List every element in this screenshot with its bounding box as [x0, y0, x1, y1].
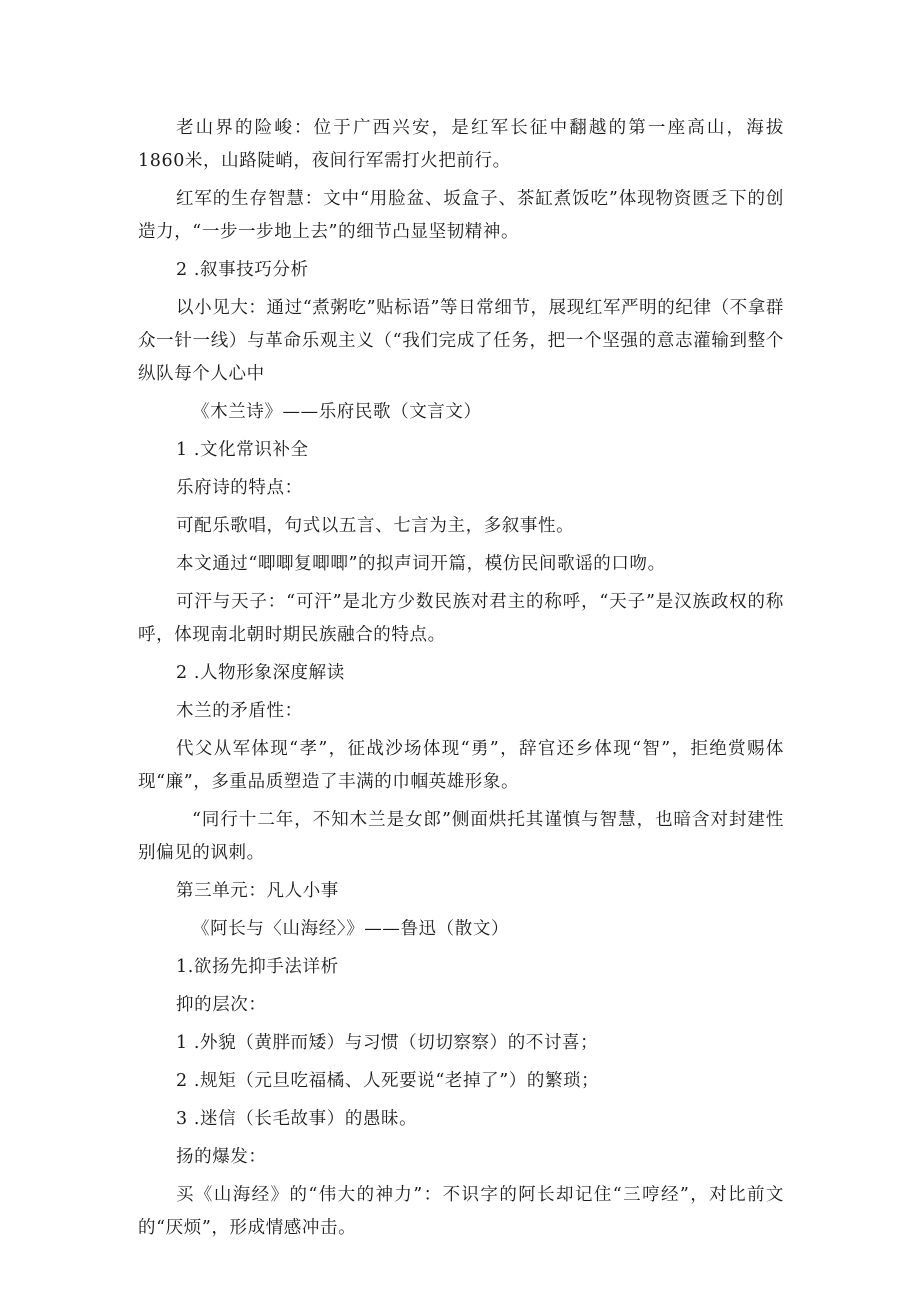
paragraph-mulan-contradiction: 木兰的矛盾性：	[176, 701, 303, 721]
paragraph-yuefu-features: 乐府诗的特点：	[176, 478, 303, 498]
paragraph-shanhaijing-power: 买《山海经》的“伟大的神力”：不识字的阿长却记住“三哼经”，对比前文的“厌烦”，形成情感冲击。	[138, 1185, 784, 1238]
paragraph-mulan-qualities: 代父从军体现“孝”，征战沙场体现“勇”，辞官还乡体现“智”，拒绝赏赐体现“廉”，多重品质塑造了丰满的巾帼英雄形象。	[138, 739, 784, 792]
paragraph-praise-burst: 扬的爆发：	[176, 1147, 267, 1167]
paragraph-onomatopoeia: 本文通过“唧唧复唧唧”的拟声词开篇，模仿民间歌谣的口吻。	[176, 554, 666, 574]
heading-restraint-technique: 1.欲扬先抑手法详析	[176, 957, 339, 977]
paragraph-laoshanjie-danger: 老山界的险峻：位于广西兴安，是红军长征中翻越的第一座高山，海拔1860米，山路陡峭，夜间行军需打火把前行。	[138, 118, 784, 171]
heading-narrative-technique: 2 .叙事技巧分析	[176, 260, 309, 280]
paragraph-mulan-twelve-years: “同行十二年，不知木兰是女郎”侧面烘托其谨慎与智慧，也暗含对封建性别偏见的讽刺。	[138, 810, 784, 863]
paragraph-red-army-wisdom: 红军的生存智慧：文中“用脸盆、坂盒子、茶缸煮饭吃”体现物资匮乏下的创造力，“一步一步地上去”的细节凸显坚韧精神。	[138, 189, 784, 242]
paragraph-khan-emperor: 可汗与天子：“可汗”是北方少数民族对君主的称呼，“天子”是汉族政权的称呼，体现南北朝时期民族融合的特点。	[138, 592, 784, 645]
heading-cultural-knowledge: 1 .文化常识补全	[176, 440, 309, 460]
document-page	[138, 112, 784, 1250]
list-item-appearance: 1 .外貌（黄胖而矮）与习惯（切切察察）的不讨喜；	[176, 1033, 599, 1053]
title-ah-chang: 《阿长与〈山海经〉》——鲁迅（散文）	[192, 919, 510, 939]
list-item-superstition: 3 .迷信（长毛故事）的愚昧。	[176, 1109, 418, 1129]
paragraph-yuefu-singing: 可配乐歌唱，句式以五言、七言为主，多叙事性。	[176, 516, 575, 536]
paragraph-restraint-levels: 抑的层次：	[176, 995, 267, 1015]
paragraph-small-to-large: 以小见大：通过“煮粥吃”贴标语”等日常细节，展现红军严明的纪律（不拿群众一针一线）与革命乐观主义（“我们完成了任务，把一个坚强的意志灌输到整个纵队每个人心中	[138, 298, 784, 384]
heading-character-analysis: 2 .人物形象深度解读	[176, 663, 345, 683]
title-mulan-poem: 《木兰诗》——乐府民歌（文言文）	[192, 402, 482, 422]
heading-unit-three: 第三单元：凡人小事	[176, 881, 339, 901]
list-item-rules: 2 .规矩（元旦吃福橘、人死要说“老掉了”）的繁琐；	[176, 1071, 600, 1091]
